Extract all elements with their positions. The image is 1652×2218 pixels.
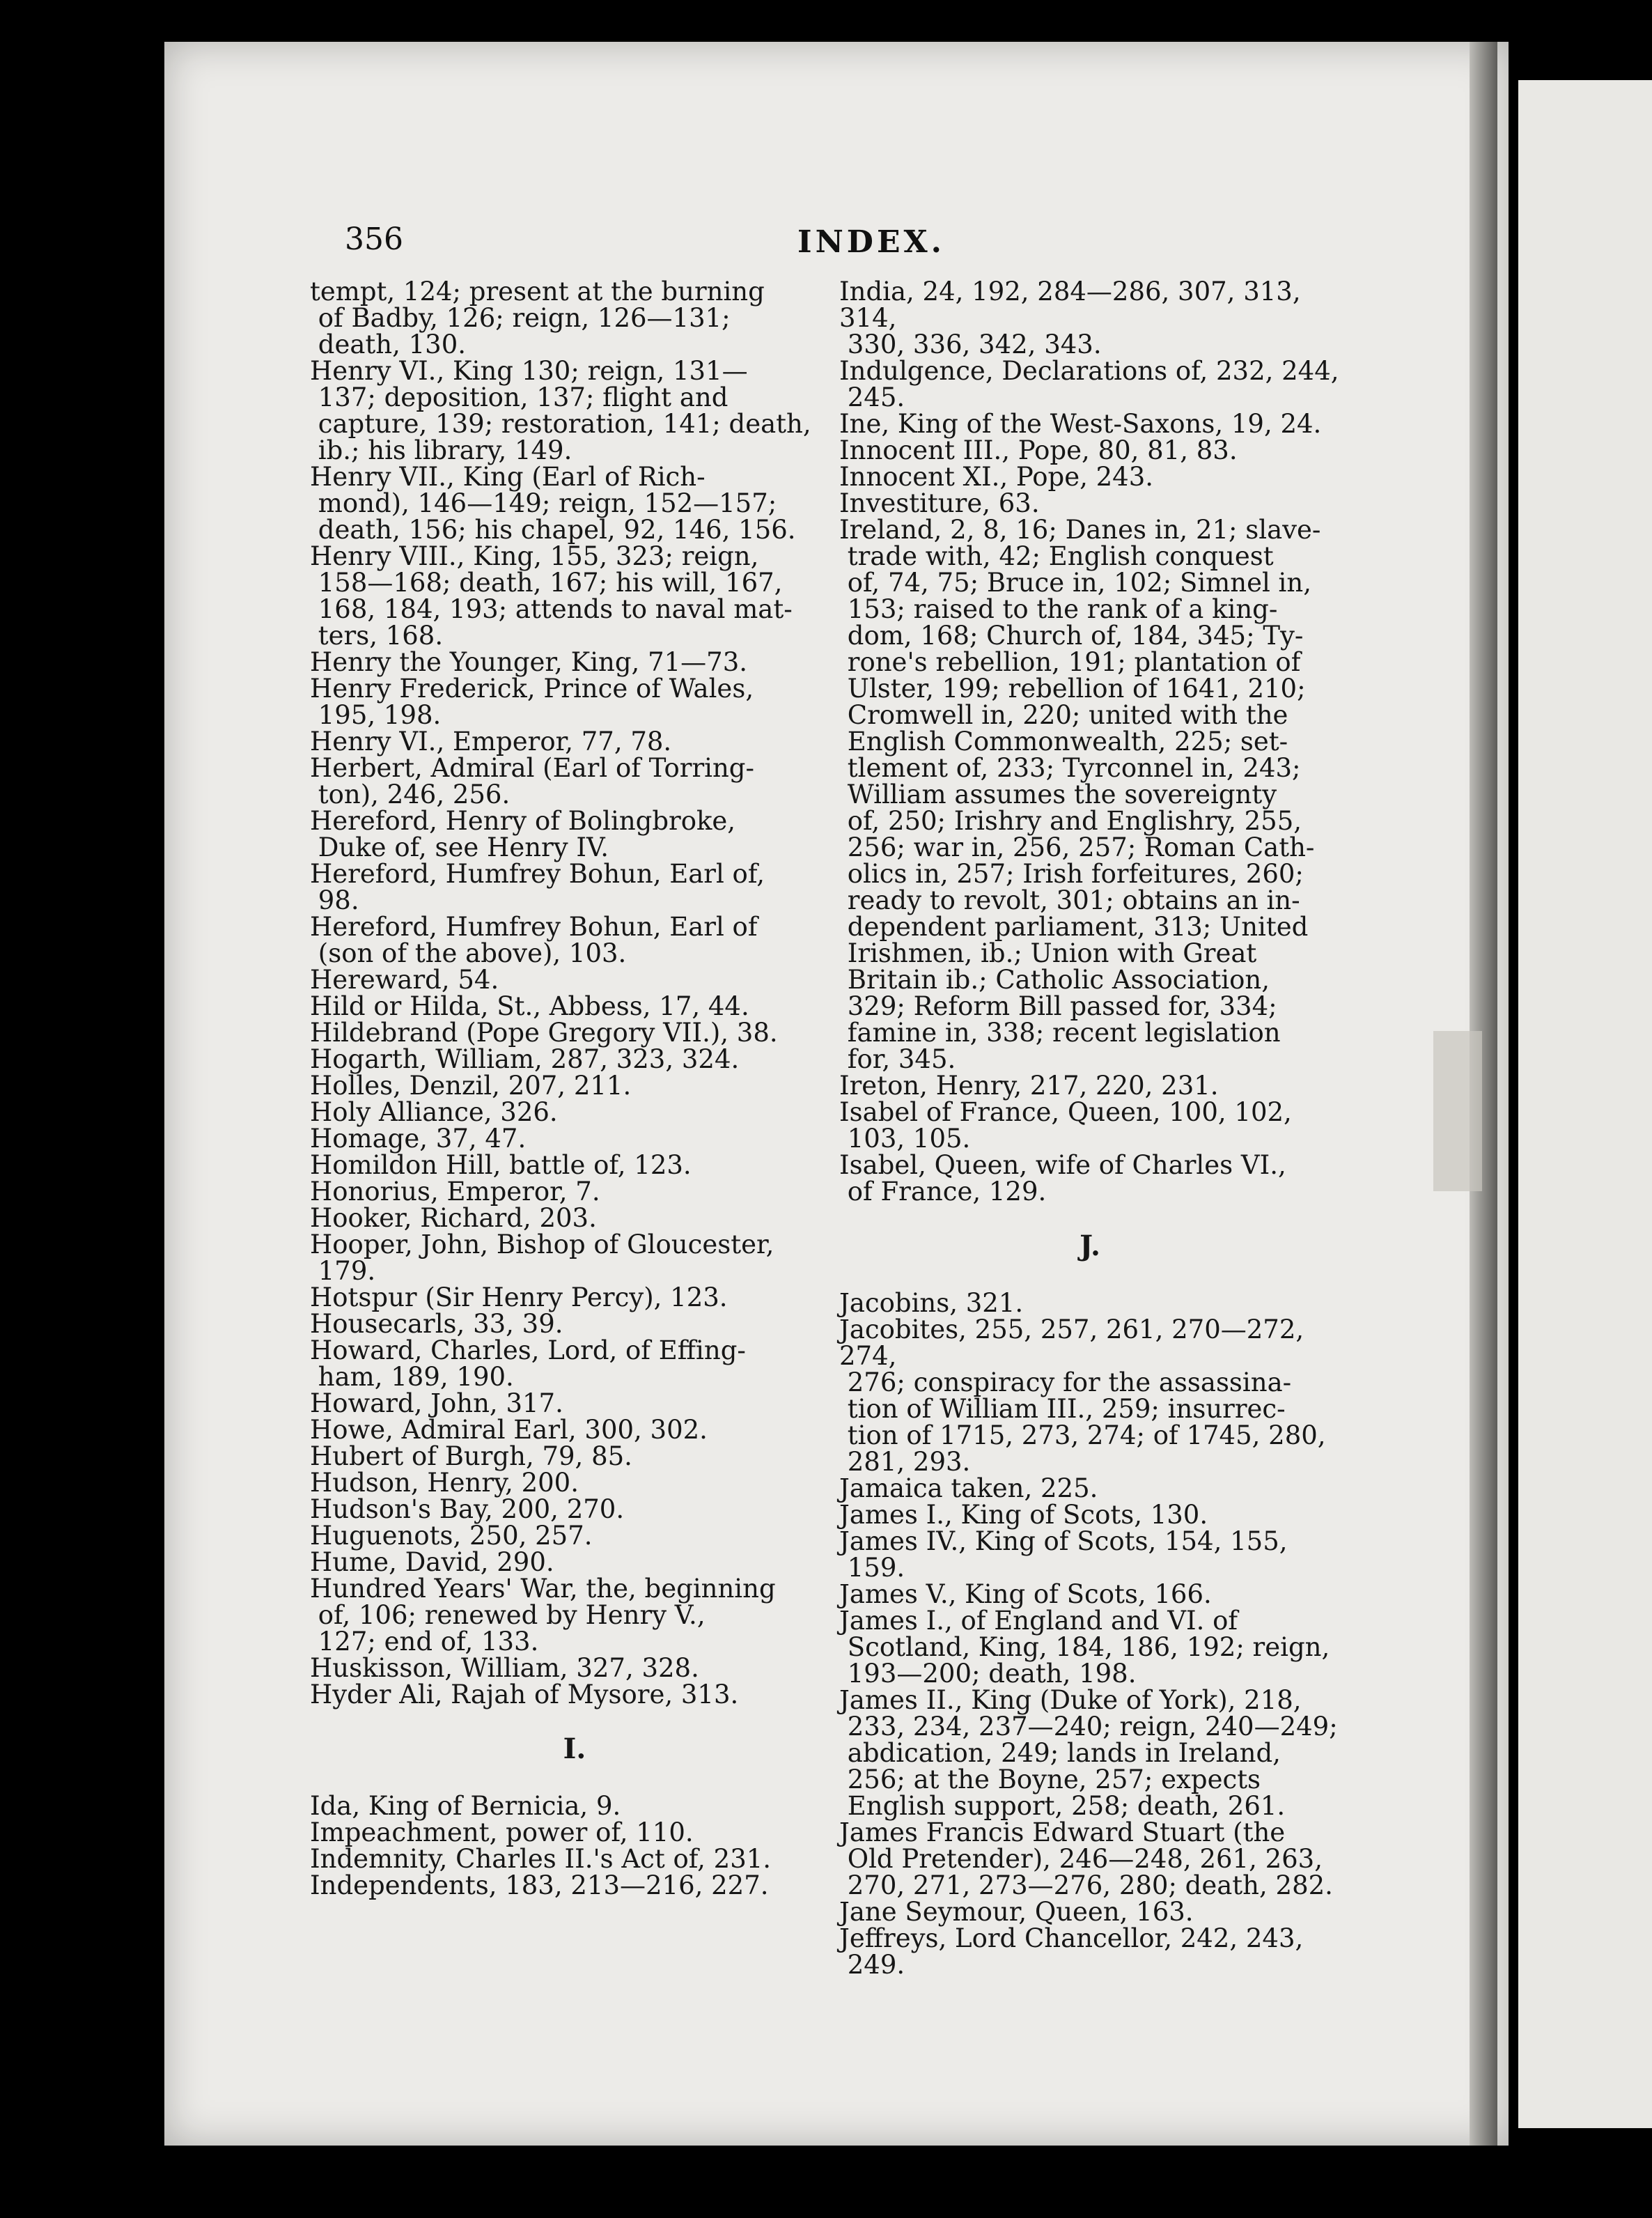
- index-entry: Homildon Hill, battle of, 123.: [310, 1150, 692, 1180]
- index-entry: Investiture, 63.: [839, 488, 1040, 518]
- index-entry: Housecarls, 33, 39.: [310, 1309, 563, 1339]
- index-entry: Innocent XI., Pope, 243.: [839, 462, 1154, 492]
- index-entry: Ida, King of Bernicia, 9.: [310, 1791, 621, 1821]
- index-entry: Henry VIII., King, 155, 323; reign, 158—168; death, 167; his will, 167, 168, 184, 193; attends to naval mat- ters, 168.: [310, 541, 793, 651]
- index-entry: Howard, Charles, Lord, of Effing- ham, 189, 190.: [310, 1335, 746, 1392]
- index-entry: Hubert of Burgh, 79, 85.: [310, 1441, 632, 1471]
- index-entry: James Francis Edward Stuart (the Old Pretender), 246—248, 261, 263, 270, 271, 273—276, 280; death, 282.: [839, 1817, 1333, 1900]
- index-entry: Howard, John, 317.: [310, 1388, 563, 1418]
- index-entry: Hume, David, 290.: [310, 1547, 554, 1577]
- index-entry: Henry Frederick, Prince of Wales, 195, 198.: [310, 674, 754, 730]
- index-entry: Hooker, Richard, 203.: [310, 1203, 597, 1233]
- index-entry: Jeffreys, Lord Chancellor, 242, 243, 249.: [839, 1923, 1304, 1980]
- index-entry: Huskisson, William, 327, 328.: [310, 1653, 699, 1683]
- index-entry: Hild or Hilda, St., Abbess, 17, 44.: [310, 991, 749, 1021]
- index-entry: Herbert, Admiral (Earl of Torring- ton), 246, 256.: [310, 753, 754, 809]
- index-entry: Hildebrand (Pope Gregory VII.), 38.: [310, 1018, 778, 1048]
- index-entry: Jamaica taken, 225.: [839, 1473, 1098, 1503]
- index-entry: Hotspur (Sir Henry Percy), 123.: [310, 1282, 728, 1312]
- index-entry: James II., King (Duke of York), 218, 233, 234, 237—240; reign, 240—249; abdication, 249; lands in Ireland, 256; at the Boyne, 257; expects English support, 258; death, 261.: [839, 1685, 1338, 1821]
- index-entry: Ireland, 2, 8, 16; Danes in, 21; slave- trade with, 42; English conquest of, 74, 75; Bruce in, 102; Simnel in, 153; raised to the rank of a king- dom, 168; Church of, 184, 345; Ty- rone's rebellion, 191; plantation of Ulster, 199; rebellion of 1641, 210; Cromwell in, 220; united with the English Commonwealth, 225; set- tlement of, 233; Tyrconnel in, 243; William assumes the sovereignty of, 250; Irishry and Englishry, 255, 256; war in, 256, 257; Roman Cath- olics in, 257; Irish forfeitures, 260; ready to revolt, 301; obtains an in- dependent parliament, 313; United Irishmen, ib.; Union with Great Britain ib.; Catholic Association, 329; Reform Bill passed for, 334; famine in, 338; recent legislation for, 345.: [839, 515, 1321, 1074]
- index-entry: Hundred Years' War, the, beginning of, 106; renewed by Henry V., 127; end of, 133.: [310, 1574, 776, 1657]
- page-number: 356: [345, 222, 403, 257]
- index-entry: Huguenots, 250, 257.: [310, 1521, 593, 1551]
- index-entry: Henry VI., King 130; reign, 131— 137; deposition, 137; flight and capture, 139; restoration, 141; death, ib.; his library, 149.: [310, 356, 811, 465]
- section-heading-j: J.: [1080, 1230, 1100, 1262]
- index-entry: Ireton, Henry, 217, 220, 231.: [839, 1071, 1219, 1101]
- index-entry: Holles, Denzil, 207, 211.: [310, 1071, 632, 1101]
- index-entry: James I., of England and VI. of Scotland, King, 184, 186, 192; reign, 193—200; death, 198.: [839, 1606, 1330, 1689]
- index-entry: Ine, King of the West-Saxons, 19, 24.: [839, 409, 1322, 439]
- section-heading-i: I.: [563, 1732, 586, 1765]
- index-entry: Impeachment, power of, 110.: [310, 1817, 694, 1847]
- index-entry: Isabel of France, Queen, 100, 102, 103, 105.: [839, 1097, 1292, 1154]
- index-column-right: [839, 279, 1341, 1978]
- index-entry: Jane Seymour, Queen, 163.: [839, 1897, 1194, 1927]
- index-entry: Henry the Younger, King, 71—73.: [310, 647, 748, 677]
- adjacent-page: [1518, 80, 1652, 2128]
- index-entry: Jacobins, 321.: [839, 1288, 1024, 1318]
- index-entry: Innocent III., Pope, 80, 81, 83.: [839, 435, 1238, 465]
- index-entry: Hudson, Henry, 200.: [310, 1468, 579, 1498]
- index-entry: Indulgence, Declarations of, 232, 244, 245.: [839, 356, 1339, 412]
- index-entry: Holy Alliance, 326.: [310, 1097, 558, 1127]
- index-entry: Hereford, Humfrey Bohun, Earl of, 98.: [310, 859, 765, 915]
- index-entry: Henry VI., Emperor, 77, 78.: [310, 727, 672, 757]
- index-entry: Independents, 183, 213—216, 227.: [310, 1870, 769, 1900]
- paper-damage: [1433, 1031, 1482, 1191]
- index-entry: James IV., King of Scots, 154, 155, 159.: [839, 1526, 1288, 1583]
- index-entry: India, 24, 192, 284—286, 307, 313, 314, 330, 336, 342, 343.: [839, 277, 1301, 359]
- index-entry: Howe, Admiral Earl, 300, 302.: [310, 1415, 708, 1445]
- index-entry: tempt, 124; present at the burning of Badby, 126; reign, 126—131; death, 130.: [310, 277, 765, 359]
- index-entry: Hudson's Bay, 200, 270.: [310, 1494, 625, 1524]
- index-entry: Hogarth, William, 287, 323, 324.: [310, 1044, 740, 1074]
- page-title: INDEX.: [797, 224, 945, 260]
- index-entry: Hereford, Henry of Bolingbroke, Duke of, see Henry IV.: [310, 806, 736, 862]
- index-entry: Homage, 37, 47.: [310, 1124, 527, 1154]
- index-entry: Honorius, Emperor, 7.: [310, 1177, 600, 1207]
- index-entry: Hereward, 54.: [310, 965, 499, 995]
- index-entry: Indemnity, Charles II.'s Act of, 231.: [310, 1844, 772, 1874]
- index-entry: Isabel, Queen, wife of Charles VI., of France, 129.: [839, 1150, 1286, 1207]
- index-entry: Hereford, Humfrey Bohun, Earl of (son of the above), 103.: [310, 912, 758, 968]
- index-entry: Jacobites, 255, 257, 261, 270—272, 274, 276; conspiracy for the assassina- tion of William III., 259; insurrec- tion of 1715, 273, 274; of 1745, 280, 281, 293.: [839, 1314, 1326, 1477]
- index-entry: James V., King of Scots, 166.: [839, 1579, 1212, 1609]
- index-column-left: [310, 279, 839, 1899]
- index-entry: Hyder Ali, Rajah of Mysore, 313.: [310, 1680, 739, 1709]
- index-entry: James I., King of Scots, 130.: [839, 1500, 1208, 1530]
- index-entry: Hooper, John, Bishop of Gloucester, 179.: [310, 1230, 774, 1286]
- index-entry: Henry VII., King (Earl of Rich- mond), 146—149; reign, 152—157; death, 156; his chapel, 92, 146, 156.: [310, 462, 796, 545]
